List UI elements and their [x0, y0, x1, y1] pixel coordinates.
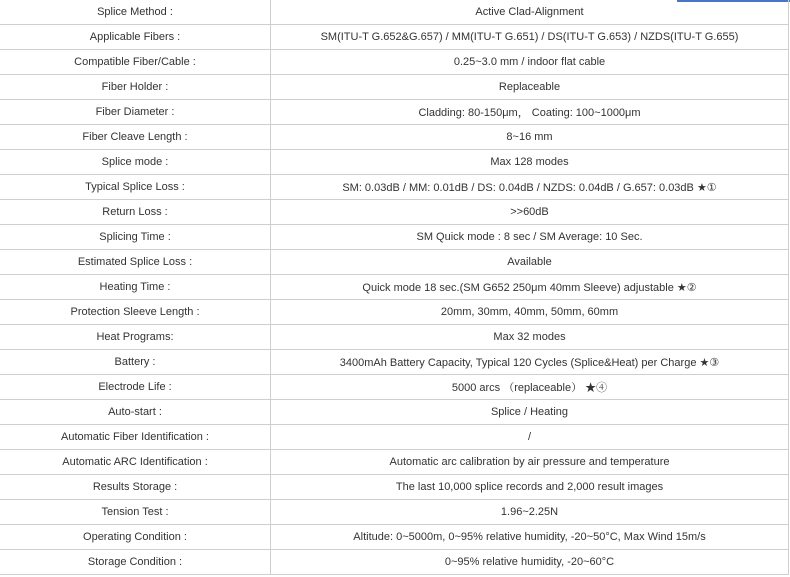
- spec-label: Fiber Cleave Length :: [0, 125, 271, 150]
- spec-value: 1.96~2.25N: [271, 500, 789, 525]
- table-row: [0, 300, 789, 325]
- table-row: [0, 400, 789, 425]
- spec-value: SM Quick mode : 8 sec / SM Average: 10 Sec.: [271, 225, 789, 250]
- spec-label: Splicing Time :: [0, 225, 271, 250]
- spec-value: 8~16 mm: [271, 125, 789, 150]
- spec-value: 0~95% relative humidity, -20~60°C: [271, 550, 789, 575]
- table-row: [0, 175, 789, 200]
- spec-value: Available: [271, 250, 789, 275]
- spec-label: Automatic ARC Identification :: [0, 450, 271, 475]
- table-row: [0, 525, 789, 550]
- table-row: [0, 375, 789, 400]
- spec-label: Electrode Life :: [0, 375, 271, 400]
- spec-value: Replaceable: [271, 75, 789, 100]
- spec-label: Compatible Fiber/Cable :: [0, 50, 271, 75]
- spec-label: Operating Condition :: [0, 525, 271, 550]
- spec-value: >>60dB: [271, 200, 789, 225]
- spec-label: Heating Time :: [0, 275, 271, 300]
- spec-value: Max 128 modes: [271, 150, 789, 175]
- table-row: [0, 550, 789, 575]
- spec-label: Estimated Splice Loss :: [0, 250, 271, 275]
- spec-value: Automatic arc calibration by air pressure and temperature: [271, 450, 789, 475]
- table-row: [0, 225, 789, 250]
- spec-label: Fiber Diameter :: [0, 100, 271, 125]
- spec-label: Results Storage :: [0, 475, 271, 500]
- table-row: [0, 75, 789, 100]
- table-row: [0, 200, 789, 225]
- spec-label: Auto-start :: [0, 400, 271, 425]
- table-row: [0, 475, 789, 500]
- table-row: [0, 425, 789, 450]
- table-row: [0, 50, 789, 75]
- spec-value: Active Clad-Alignment: [271, 0, 789, 25]
- spec-value: 5000 arcs （replaceable） ★④: [271, 375, 789, 400]
- spec-value: SM: 0.03dB / MM: 0.01dB / DS: 0.04dB / NZDS: 0.04dB / G.657: 0.03dB ★①: [271, 175, 789, 200]
- spec-label: Storage Condition :: [0, 550, 271, 575]
- spec-value: 3400mAh Battery Capacity, Typical 120 Cycles (Splice&Heat) per Charge ★③: [271, 350, 789, 375]
- spec-value: SM(ITU-T G.652&G.657) / MM(ITU-T G.651) / DS(ITU-T G.653) / NZDS(ITU-T G.655): [271, 25, 789, 50]
- table-row: [0, 0, 789, 25]
- table-row: [0, 325, 789, 350]
- spec-value: Cladding: 80-150μm， Coating: 100~1000μm: [271, 100, 789, 125]
- spec-label: Automatic Fiber Identification :: [0, 425, 271, 450]
- table-row: [0, 350, 789, 375]
- spec-label: Battery :: [0, 350, 271, 375]
- spec-label: Tension Test :: [0, 500, 271, 525]
- table-row: [0, 250, 789, 275]
- spec-value: 0.25~3.0 mm / indoor flat cable: [271, 50, 789, 75]
- spec-value: The last 10,000 splice records and 2,000 result images: [271, 475, 789, 500]
- spec-value: /: [271, 425, 789, 450]
- table-row: [0, 25, 789, 50]
- table-row: [0, 500, 789, 525]
- spec-label: Splice Method :: [0, 0, 271, 25]
- table-row: [0, 100, 789, 125]
- spec-label: Fiber Holder :: [0, 75, 271, 100]
- spec-label: Return Loss :: [0, 200, 271, 225]
- table-row: [0, 275, 789, 300]
- spec-label: Protection Sleeve Length :: [0, 300, 271, 325]
- spec-value: Quick mode 18 sec.(SM G652 250μm 40mm Sleeve) adjustable ★②: [271, 275, 789, 300]
- table-row: [0, 150, 789, 175]
- spec-value: Max 32 modes: [271, 325, 789, 350]
- spec-label: Heat Programs:: [0, 325, 271, 350]
- spec-value: Altitude: 0~5000m, 0~95% relative humidity, -20~50°C, Max Wind 15m/s: [271, 525, 789, 550]
- spec-value: 20mm, 30mm, 40mm, 50mm, 60mm: [271, 300, 789, 325]
- spec-label: Applicable Fibers :: [0, 25, 271, 50]
- spec-label: Splice mode :: [0, 150, 271, 175]
- spec-label: Typical Splice Loss :: [0, 175, 271, 200]
- spec-value: Splice / Heating: [271, 400, 789, 425]
- table-row: [0, 450, 789, 475]
- table-row: [0, 125, 789, 150]
